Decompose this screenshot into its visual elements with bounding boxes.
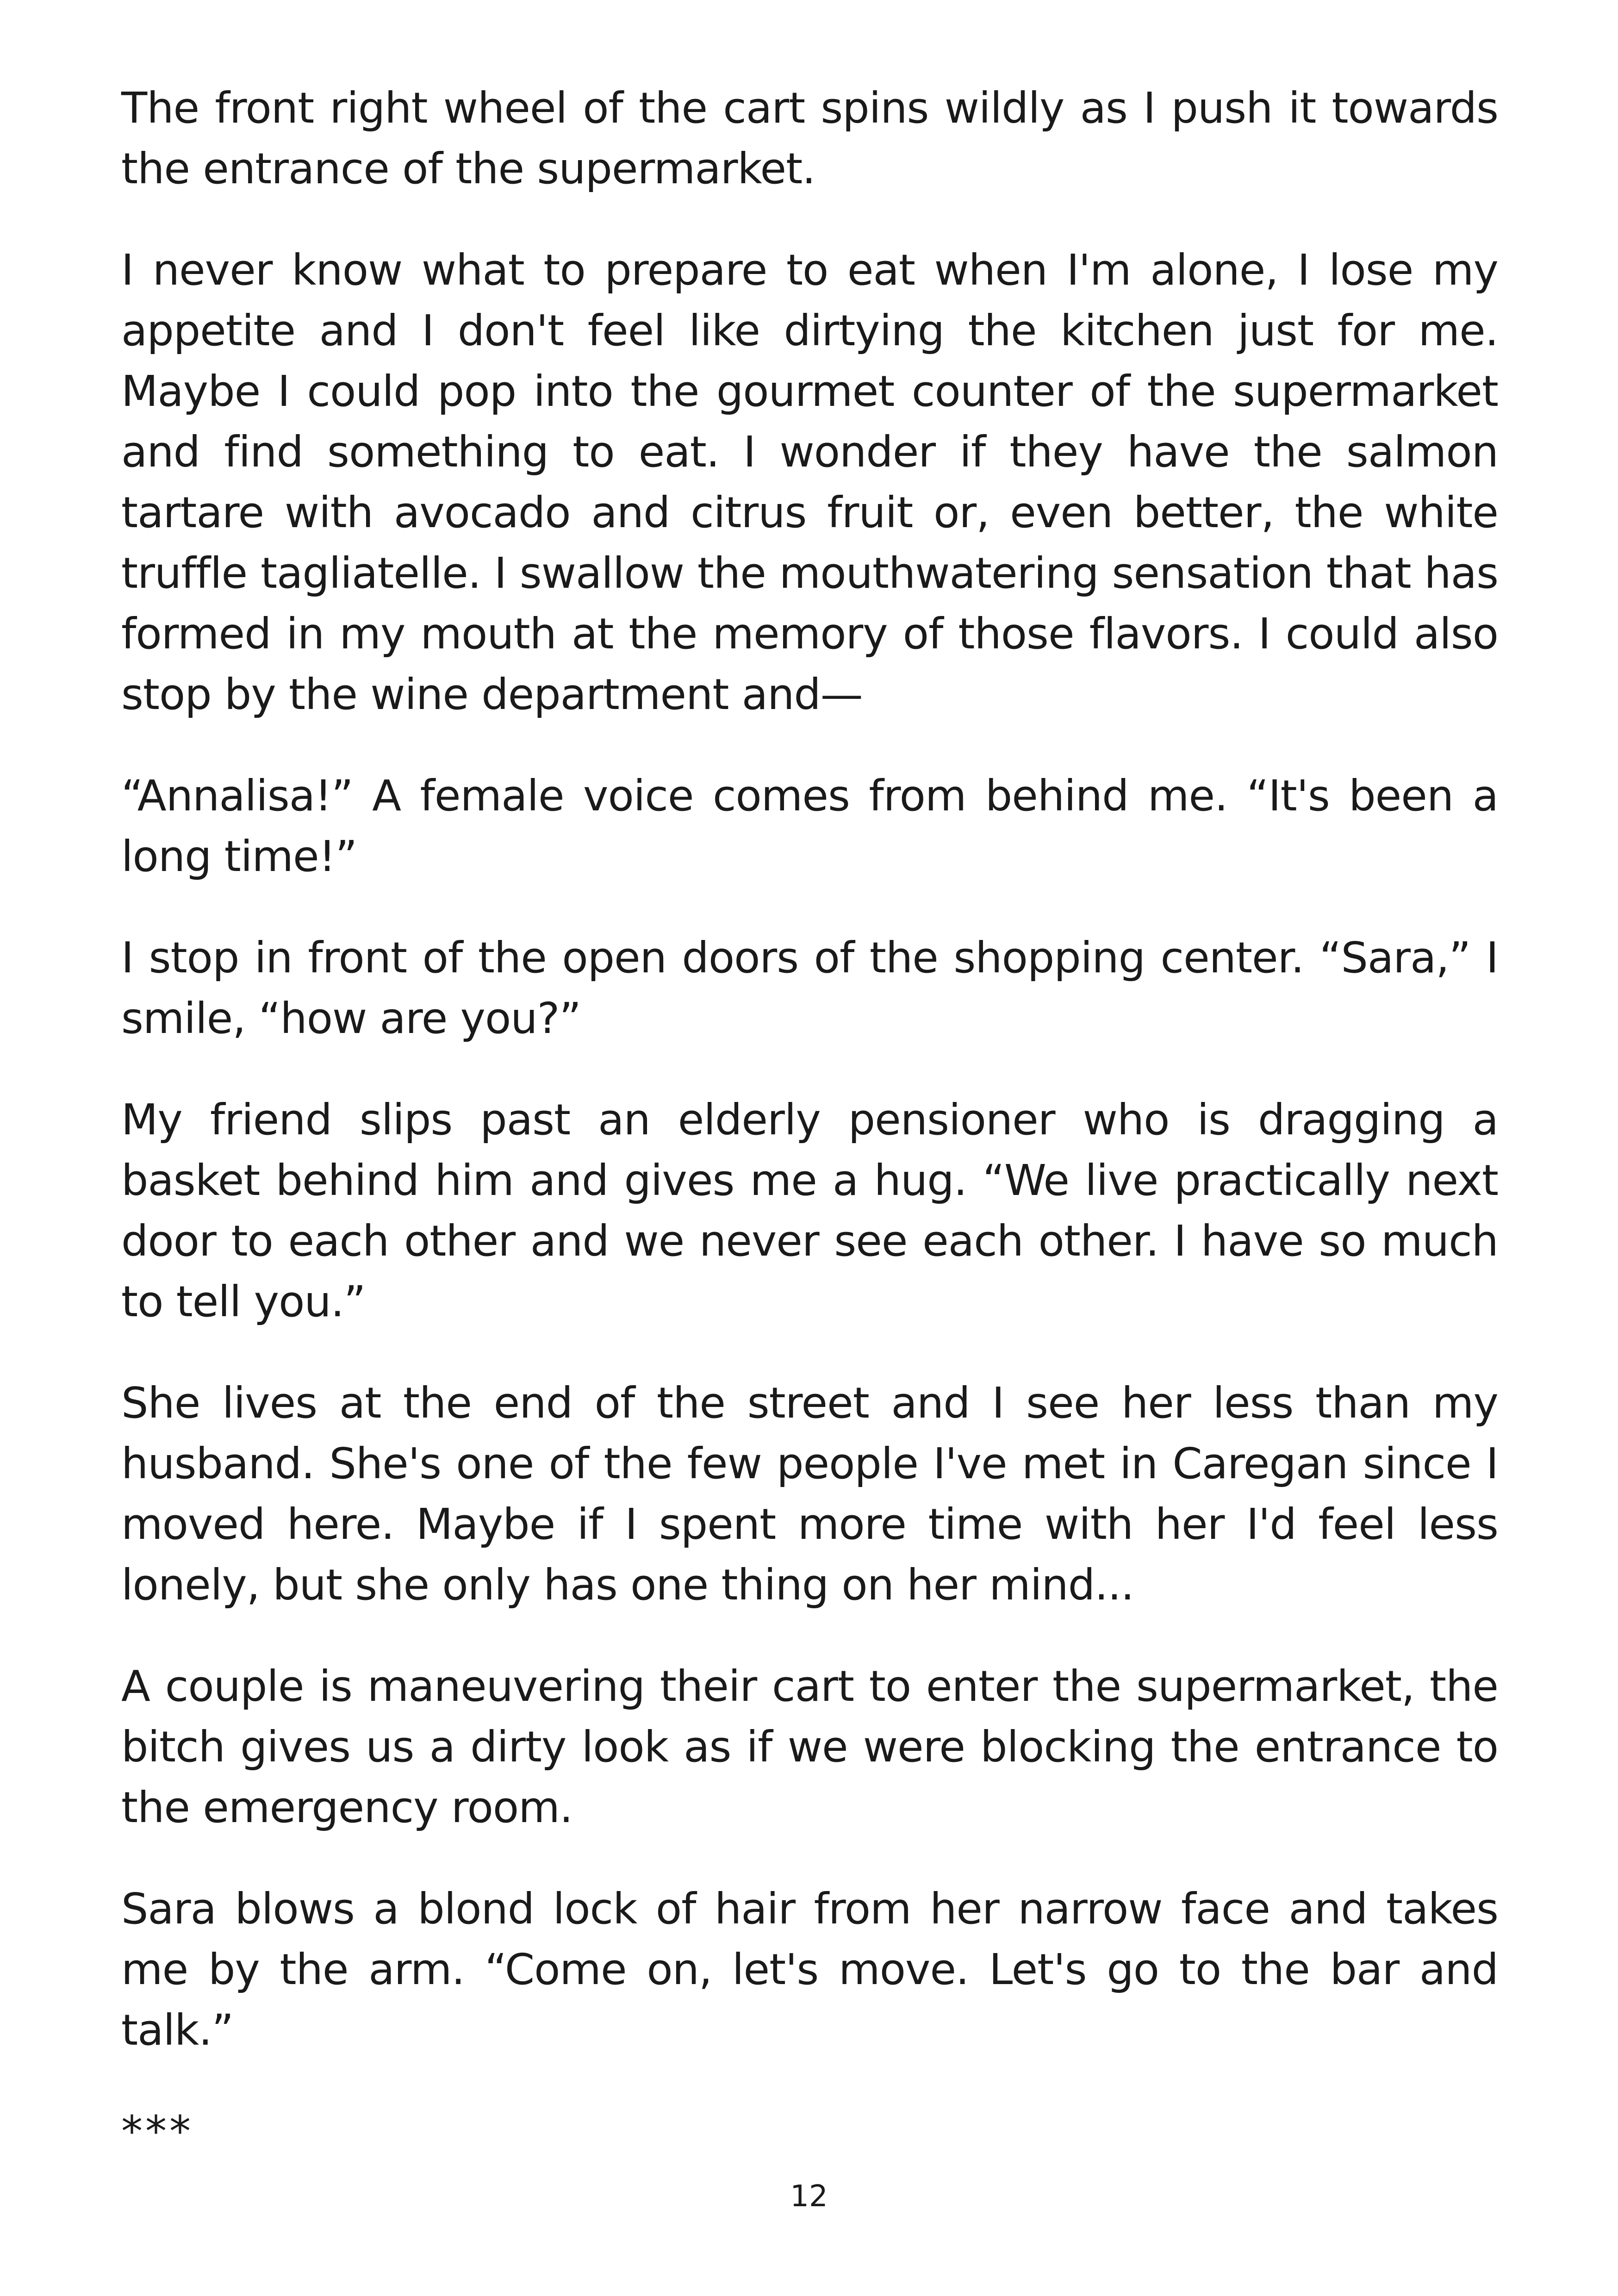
paragraph: A couple is maneuvering their cart to enter the supermarket, the bitch gives us a dirty look as if we were blocking the entrance to the emergency room. [121, 1661, 1498, 1832]
paragraph: Sara blows a blond lock of hair from her narrow face and takes me by the arm. “Come on, let's move. Let's go to the bar and talk.” [121, 1884, 1498, 2055]
paragraph: I stop in front of the open doors of the shopping center. “Sara,” I smile, “how are you?” [121, 933, 1498, 1043]
paragraph: She lives at the end of the street and I see her less than my husband. She's one of the few people I've met in Caregan since I moved here. Maybe if I spent more time with her I'd feel less lonely, but she only has one thing on her mind... [121, 1378, 1498, 1610]
paragraph: The front right wheel of the cart spins wildly as I push it towards the entrance of the supermarket. [121, 83, 1498, 193]
paragraph: I never know what to prepare to eat when I'm alone, I lose my appetite and I don't feel like dirtying the kitchen just for me. Maybe I could pop into the gourmet counter of the supermarket and find something to eat. I wonder if they have the salmon tartare with avocado and citrus fruit or, even better, the white truffle tagliatelle. I swallow the mouthwatering sensation that has formed in my mouth at the memory of those flavors. I could also stop by the wine department and— [121, 245, 1498, 719]
paragraph: My friend slips past an elderly pensioner who is dragging a basket behind him and gives me a hug. “We live practically next door to each other and we never see each other. I have so much to tell you.” [121, 1095, 1498, 1326]
page-number: 12 [790, 2179, 828, 2214]
body-text [121, 78, 1498, 2203]
scene-break: *** [121, 2107, 193, 2156]
paragraph: “Annalisa!” A female voice comes from behind me. “It's been a long time!” [121, 771, 1498, 881]
